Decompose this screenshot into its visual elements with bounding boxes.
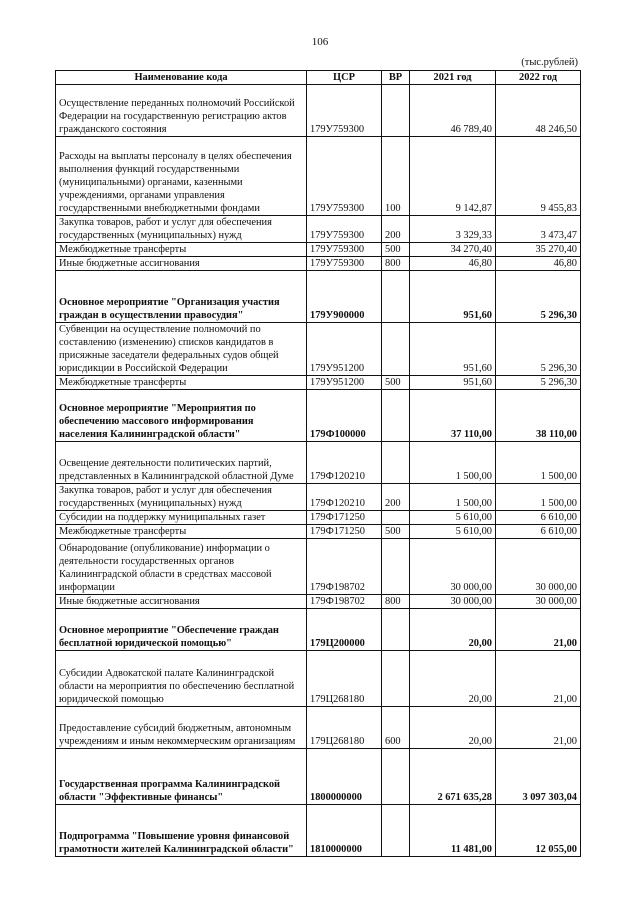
cell-csr: 179Ц268180 (307, 651, 382, 707)
cell-2021: 3 329,33 (410, 216, 496, 243)
table-row (56, 651, 581, 707)
table-row (56, 257, 581, 271)
cell-2021: 9 142,87 (410, 137, 496, 216)
cell-2021: 2 671 635,28 (410, 749, 496, 805)
cell-2021: 5 610,00 (410, 511, 496, 525)
cell-2021: 46 789,40 (410, 85, 496, 137)
cell-csr: 179У759300 (307, 257, 382, 271)
cell-name: Закупка товаров, работ и услуг для обеспечения государственных (муниципальных) нужд (56, 484, 307, 511)
cell-2022: 5 296,30 (496, 271, 581, 323)
cell-2021: 11 481,00 (410, 805, 496, 857)
cell-2021: 30 000,00 (410, 595, 496, 609)
cell-2022: 5 296,30 (496, 376, 581, 390)
cell-2021: 5 610,00 (410, 525, 496, 539)
cell-name: Иные бюджетные ассигнования (56, 595, 307, 609)
cell-csr: 1810000000 (307, 805, 382, 857)
cell-vr (382, 85, 410, 137)
cell-vr: 200 (382, 484, 410, 511)
cell-2021: 34 270,40 (410, 243, 496, 257)
cell-csr: 179У900000 (307, 271, 382, 323)
cell-csr: 179Ф171250 (307, 511, 382, 525)
cell-vr (382, 749, 410, 805)
cell-name: Межбюджетные трансферты (56, 376, 307, 390)
cell-2022: 6 610,00 (496, 525, 581, 539)
table-row (56, 85, 581, 137)
table-row (56, 137, 581, 216)
table-row (56, 511, 581, 525)
cell-2021: 951,60 (410, 323, 496, 376)
page-number: 106 (311, 36, 329, 48)
table-row (56, 243, 581, 257)
cell-2021: 37 110,00 (410, 390, 496, 442)
table-row (56, 595, 581, 609)
cell-2022: 21,00 (496, 651, 581, 707)
header-2022: 2022 год (496, 71, 581, 85)
table-row (56, 271, 581, 323)
cell-2022: 1 500,00 (496, 442, 581, 484)
table-row (56, 805, 581, 857)
cell-2022: 21,00 (496, 609, 581, 651)
cell-vr (382, 805, 410, 857)
cell-name: Межбюджетные трансферты (56, 243, 307, 257)
table-row (56, 525, 581, 539)
cell-csr: 179У759300 (307, 137, 382, 216)
cell-name: Осуществление переданных полномочий Российской Федерации на государственную регистрацию актов гражданского состояния (56, 85, 307, 137)
table-row (56, 390, 581, 442)
cell-csr: 179Ф120210 (307, 484, 382, 511)
cell-vr (382, 271, 410, 323)
table-header-row (56, 71, 581, 85)
table-row (56, 609, 581, 651)
budget-table (55, 70, 581, 857)
cell-2021: 20,00 (410, 707, 496, 749)
cell-csr: 179У759300 (307, 243, 382, 257)
cell-vr (382, 323, 410, 376)
table-row (56, 442, 581, 484)
table-row (56, 749, 581, 805)
cell-vr (382, 609, 410, 651)
cell-name: Иные бюджетные ассигнования (56, 257, 307, 271)
cell-vr (382, 442, 410, 484)
cell-name: Субвенции на осуществление полномочий по составлению (изменению) списков кандидатов в присяжные заседатели федеральных судов общей юрисдикции в Российской Федерации (56, 323, 307, 376)
cell-csr: 1800000000 (307, 749, 382, 805)
cell-csr: 179Ц200000 (307, 609, 382, 651)
cell-name: Подпрограмма "Повышение уровня финансовой грамотности жителей Калининградской области" (56, 805, 307, 857)
cell-2022: 38 110,00 (496, 390, 581, 442)
table-row (56, 539, 581, 595)
cell-2021: 1 500,00 (410, 484, 496, 511)
cell-csr: 179Ф198702 (307, 539, 382, 595)
cell-name: Предоставление субсидий бюджетным, автономным учреждениям и иным некоммерческим организациям (56, 707, 307, 749)
cell-2022: 35 270,40 (496, 243, 581, 257)
cell-2022: 46,80 (496, 257, 581, 271)
cell-2021: 30 000,00 (410, 539, 496, 595)
cell-name: Субсидии Адвокатской палате Калининградской области на мероприятия по обеспечению бесплатной юридической помощью (56, 651, 307, 707)
cell-name: Обнародование (опубликование) информации о деятельности государственных органов Калининградской области в средствах массовой информации (56, 539, 307, 595)
cell-2022: 3 097 303,04 (496, 749, 581, 805)
cell-2022: 48 246,50 (496, 85, 581, 137)
cell-name: Освещение деятельности политических партий, представленных в Калининградской областной Думе (56, 442, 307, 484)
cell-csr: 179У759300 (307, 85, 382, 137)
cell-2022: 30 000,00 (496, 595, 581, 609)
cell-csr: 179Ф198702 (307, 595, 382, 609)
cell-2021: 20,00 (410, 651, 496, 707)
cell-name: Основное мероприятие "Организация участия граждан в осуществлении правосудия" (56, 271, 307, 323)
cell-name: Государственная программа Калининградской области "Эффективные финансы" (56, 749, 307, 805)
unit-label: (тыс.рублей) (521, 57, 578, 68)
cell-csr: 179У759300 (307, 216, 382, 243)
cell-2022: 21,00 (496, 707, 581, 749)
cell-vr: 800 (382, 595, 410, 609)
header-csr: ЦСР (307, 71, 382, 85)
cell-csr: 179Ц268180 (307, 707, 382, 749)
table-row (56, 376, 581, 390)
cell-vr (382, 511, 410, 525)
cell-vr: 800 (382, 257, 410, 271)
cell-2021: 951,60 (410, 271, 496, 323)
cell-csr: 179Ф120210 (307, 442, 382, 484)
cell-vr: 200 (382, 216, 410, 243)
cell-2022: 30 000,00 (496, 539, 581, 595)
cell-name: Субсидии на поддержку муниципальных газет (56, 511, 307, 525)
cell-csr: 179У951200 (307, 376, 382, 390)
cell-2022: 6 610,00 (496, 511, 581, 525)
cell-vr (382, 539, 410, 595)
cell-2021: 951,60 (410, 376, 496, 390)
table-row (56, 484, 581, 511)
cell-2022: 3 473,47 (496, 216, 581, 243)
cell-vr (382, 390, 410, 442)
cell-vr: 500 (382, 243, 410, 257)
cell-vr: 600 (382, 707, 410, 749)
cell-2022: 12 055,00 (496, 805, 581, 857)
cell-2021: 20,00 (410, 609, 496, 651)
header-2021: 2021 год (410, 71, 496, 85)
table-row (56, 323, 581, 376)
table-row (56, 707, 581, 749)
cell-name: Расходы на выплаты персоналу в целях обеспечения выполнения функций государственными (муниципальными) органами, казенными учреждениями, органами управления государственными внебюджетными фондами (56, 137, 307, 216)
cell-vr: 500 (382, 376, 410, 390)
cell-name: Закупка товаров, работ и услуг для обеспечения государственных (муниципальных) нужд (56, 216, 307, 243)
cell-name: Межбюджетные трансферты (56, 525, 307, 539)
cell-name: Основное мероприятие "Мероприятия по обеспечению массового информирования населения Калининградской области" (56, 390, 307, 442)
cell-2021: 1 500,00 (410, 442, 496, 484)
cell-2022: 9 455,83 (496, 137, 581, 216)
cell-2022: 1 500,00 (496, 484, 581, 511)
cell-2022: 5 296,30 (496, 323, 581, 376)
table-row (56, 216, 581, 243)
cell-vr: 500 (382, 525, 410, 539)
cell-csr: 179У951200 (307, 323, 382, 376)
cell-vr (382, 651, 410, 707)
header-name: Наименование кода (56, 71, 307, 85)
cell-csr: 179Ф100000 (307, 390, 382, 442)
cell-name: Основное мероприятие "Обеспечение граждан бесплатной юридической помощью" (56, 609, 307, 651)
cell-csr: 179Ф171250 (307, 525, 382, 539)
cell-2021: 46,80 (410, 257, 496, 271)
header-vr: ВР (382, 71, 410, 85)
cell-vr: 100 (382, 137, 410, 216)
